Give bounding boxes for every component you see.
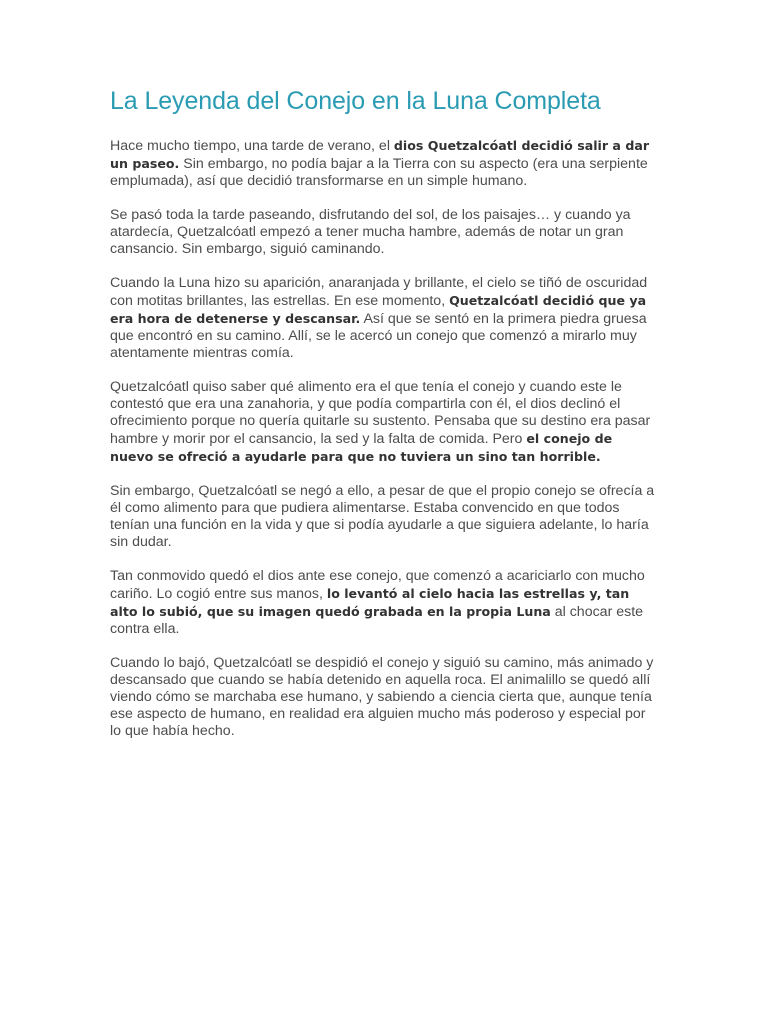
paragraph-text: Hace mucho tiempo, una tarde de verano, el	[110, 138, 394, 154]
document-page	[110, 84, 658, 757]
paragraph-text: Así que se sentó en la primera piedra gruesa que encontró en su camino. Allí, se le acercó un conejo que comenzó a mirarlo muy atentamente mientras comía.	[110, 311, 647, 361]
paragraph-7	[110, 655, 658, 740]
paragraph-bold-text: Quetzalcóatl decidió que ya era hora de detenerse y descansar.	[110, 293, 647, 326]
paragraph-text: Cuando lo bajó, Quetzalcóatl se despidió el conejo y siguió su camino, más animado y descansado que cuando se había detenido en aquella roca. El animalillo se quedó allí viendo cómo se marchaba ese humano, y sabiendo a ciencia cierta que, aunque tenía ese aspecto de humano, en realidad era alguien mucho más poderoso y especial por lo que había hecho.	[110, 655, 654, 739]
paragraph-bold-text: lo levantó al cielo hacia las estrellas y, tan alto lo subió, que su imagen quedó grabada en la propia Luna	[110, 586, 630, 619]
paragraph-2	[110, 207, 658, 258]
page-title: La Leyenda del Conejo en la Luna Completa	[110, 87, 601, 115]
paragraph-5	[110, 483, 658, 551]
paragraph-text: Tan conmovido quedó el dios ante ese conejo, que comenzó a acariciarlo con mucho cariño. Lo cogió entre sus manos,	[110, 568, 645, 602]
paragraph-3	[110, 275, 658, 362]
paragraph-text: Se pasó toda la tarde paseando, disfrutando del sol, de los paisajes… y cuando ya atardecía, Quetzalcóatl empezó a tener mucha hambre, además de notar un gran cansancio. Sin embargo, siguió caminando.	[110, 207, 631, 257]
paragraph-1	[110, 137, 658, 190]
paragraph-text: Sin embargo, Quetzalcóatl se negó a ello, a pesar de que el propio conejo se ofrecía a él como alimento para que pudiera alimentarse. Estaba convencido en que todos tenían una función en la vida y que si podía ayudarle a que siguiera adelante, lo haría sin dudar.	[110, 483, 655, 550]
paragraph-text: Cuando la Luna hizo su aparición, anaranjada y brillante, el cielo se tiñó de oscuridad con motitas brillantes, las estrellas. En ese momento,	[110, 275, 648, 309]
paragraph-6	[110, 568, 658, 638]
paragraph-4	[110, 379, 658, 466]
paragraph-text: Quetzalcóatl quiso saber qué alimento era el que tenía el conejo y cuando este le contestó que era una zanahoria, y que podía compartirla con él, el dios declinó el ofrecimiento porque no quería quitarle su sustento. Pensaba que su destino era pasar hambre y morir por el cansancio, la sed y la falta de comida. Pero	[110, 379, 651, 447]
paragraph-text: al chocar este contra ella.	[110, 604, 644, 637]
paragraph-text: Sin embargo, no podía bajar a la Tierra con su aspecto (era una serpiente emplumada), así que decidió transformarse en un simple humano.	[110, 156, 648, 189]
paragraph-bold-text: el conejo de nuevo se ofreció a ayudarle para que no tuviera un sino tan horrible.	[110, 431, 613, 464]
paragraph-bold-text: dios Quetzalcóatl decidió salir a dar un paseo.	[110, 138, 650, 171]
